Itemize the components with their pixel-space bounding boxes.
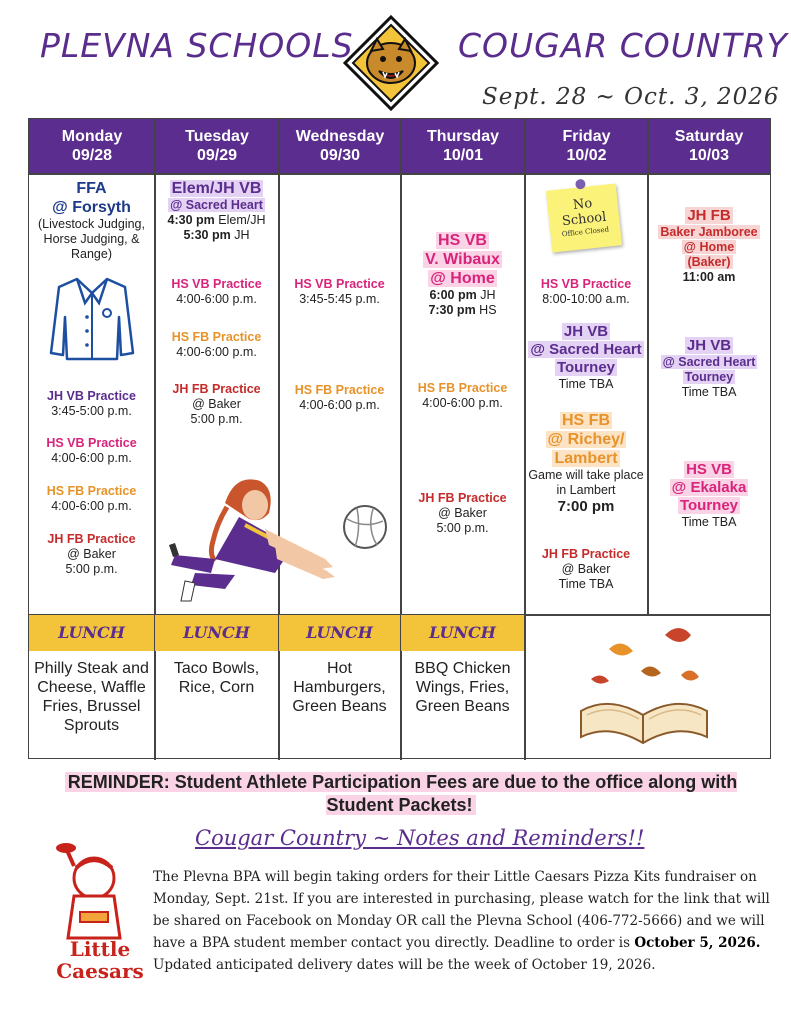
jhfb-practice: JH FB Practice @ Baker Time TBA xyxy=(541,547,631,591)
lunch-label-tuesday: LUNCH xyxy=(155,615,278,651)
day-header-tuesday: Tuesday 09/29 xyxy=(155,119,279,173)
reminder-banner: REMINDER: Student Athlete Participation Fees are due to the office along with Student Packets! xyxy=(36,771,766,817)
hsvb-practice: HS VB Practice 4:00-6:00 p.m. xyxy=(46,436,137,465)
hsvb-practice: HS VB Practice 4:00-6:00 p.m. xyxy=(171,277,262,306)
pushpin-icon xyxy=(575,179,586,190)
ffa-jacket-icon xyxy=(49,273,135,363)
weekly-calendar xyxy=(28,118,771,759)
lunch-menu-thursday: BBQ Chicken Wings, Fries, Green Beans xyxy=(414,660,511,715)
hsvb-tourney: HS VB @ Ekalaka Tourney Time TBA xyxy=(671,461,747,529)
hsvb-game: HS VB V. Wibaux @ Home 6:00 pm JH 7:30 pm HS xyxy=(425,232,500,317)
ffa-event: FFA @ Forsyth (Livestock Judging, Horse Judging, & Range) xyxy=(37,180,145,261)
hsfb-practice: HS FB Practice 4:00-6:00 p.m. xyxy=(46,484,137,513)
hsfb-practice: HS FB Practice 4:00-6:00 p.m. xyxy=(417,381,508,410)
cougar-country-title: COUGAR COUNTRY xyxy=(458,26,788,65)
monday-cell xyxy=(29,173,154,614)
elem-jh-vb-event: Elem/JH VB @ Sacred Heart 4:30 pm Elem/JH 5:30 pm JH xyxy=(167,180,266,242)
lunch-menu-tuesday: Taco Bowls, Rice, Corn xyxy=(173,660,260,696)
day-header-saturday: Saturday 10/03 xyxy=(648,119,770,173)
cougar-logo xyxy=(343,15,439,111)
jhvb-tourney: JH VB @ Sacred Heart Tourney Time TBA xyxy=(662,337,756,399)
lunch-label-wednesday: LUNCH xyxy=(279,615,400,651)
jhfb-practice: JH FB Practice @ Baker 5:00 p.m. xyxy=(172,382,261,426)
day-header-thursday: Thursday 10/01 xyxy=(401,119,525,173)
hsfb-practice: HS FB Practice 4:00-6:00 p.m. xyxy=(171,330,262,359)
notes-title: Cougar Country ~ Notes and Reminders!! xyxy=(195,826,645,850)
day-header-wednesday: Wednesday 09/30 xyxy=(279,119,401,173)
no-school-sticky-note: No School Office Closed xyxy=(546,184,622,253)
wednesday-cell xyxy=(279,173,400,614)
school-title: PLEVNA SCHOOLS xyxy=(40,26,354,65)
hsfb-practice: HS FB Practice 4:00-6:00 p.m. xyxy=(294,383,385,412)
jhfb-practice: JH FB Practice @ Baker 5:00 p.m. xyxy=(47,532,136,576)
lunch-label-monday: LUNCH xyxy=(29,615,154,651)
little-caesars-wordmark: Little Caesars xyxy=(56,937,144,983)
jhvb-practice: JH VB Practice 3:45-5:00 p.m. xyxy=(47,389,136,418)
saturday-cell xyxy=(648,173,770,614)
lunch-menu-wednesday: Hot Hamburgers, Green Beans xyxy=(292,660,387,715)
friday-cell xyxy=(525,173,647,614)
lunch-menu-monday: Philly Steak and Cheese, Waffle Fries, Brussel Sprouts xyxy=(34,660,149,734)
hsvb-practice: HS VB Practice 8:00-10:00 a.m. xyxy=(540,277,632,306)
jhvb-tourney: JH VB @ Sacred Heart Tourney Time TBA xyxy=(530,323,642,391)
book-leaves-illustration xyxy=(569,615,719,751)
jhfb-practice: JH FB Practice @ Baker 5:00 p.m. xyxy=(418,491,507,535)
hsvb-practice: HS VB Practice 3:45-5:45 p.m. xyxy=(294,277,385,306)
day-header-monday: Monday 09/28 xyxy=(29,119,155,173)
jhfb-jamboree: JH FB Baker Jamboree @ Home (Baker) 11:00 am xyxy=(660,207,758,284)
lunch-label-thursday: LUNCH xyxy=(401,615,524,651)
day-header-friday: Friday 10/02 xyxy=(525,119,648,173)
hsfb-game: HS FB @ Richey/ Lambert Game will take place in Lambert 7:00 pm xyxy=(528,412,644,515)
thursday-cell xyxy=(401,173,524,614)
date-range: Sept. 28 ~ Oct. 3, 2026 xyxy=(482,84,780,110)
notes-body: The Plevna BPA will begin taking orders for their Little Caesars Pizza Kits fundraiser on Monday, Sept. 21st. If you are interested in purchasing, please watch for the link that will be shared on Facebook on Monday OR call the Plevna School (406-772-5666) and we will have a BPA student member contact you directly. Deadline to order is October 5, 2026. Updated anticipated delivery dates will be the week of October 19, 2026. xyxy=(153,869,770,973)
